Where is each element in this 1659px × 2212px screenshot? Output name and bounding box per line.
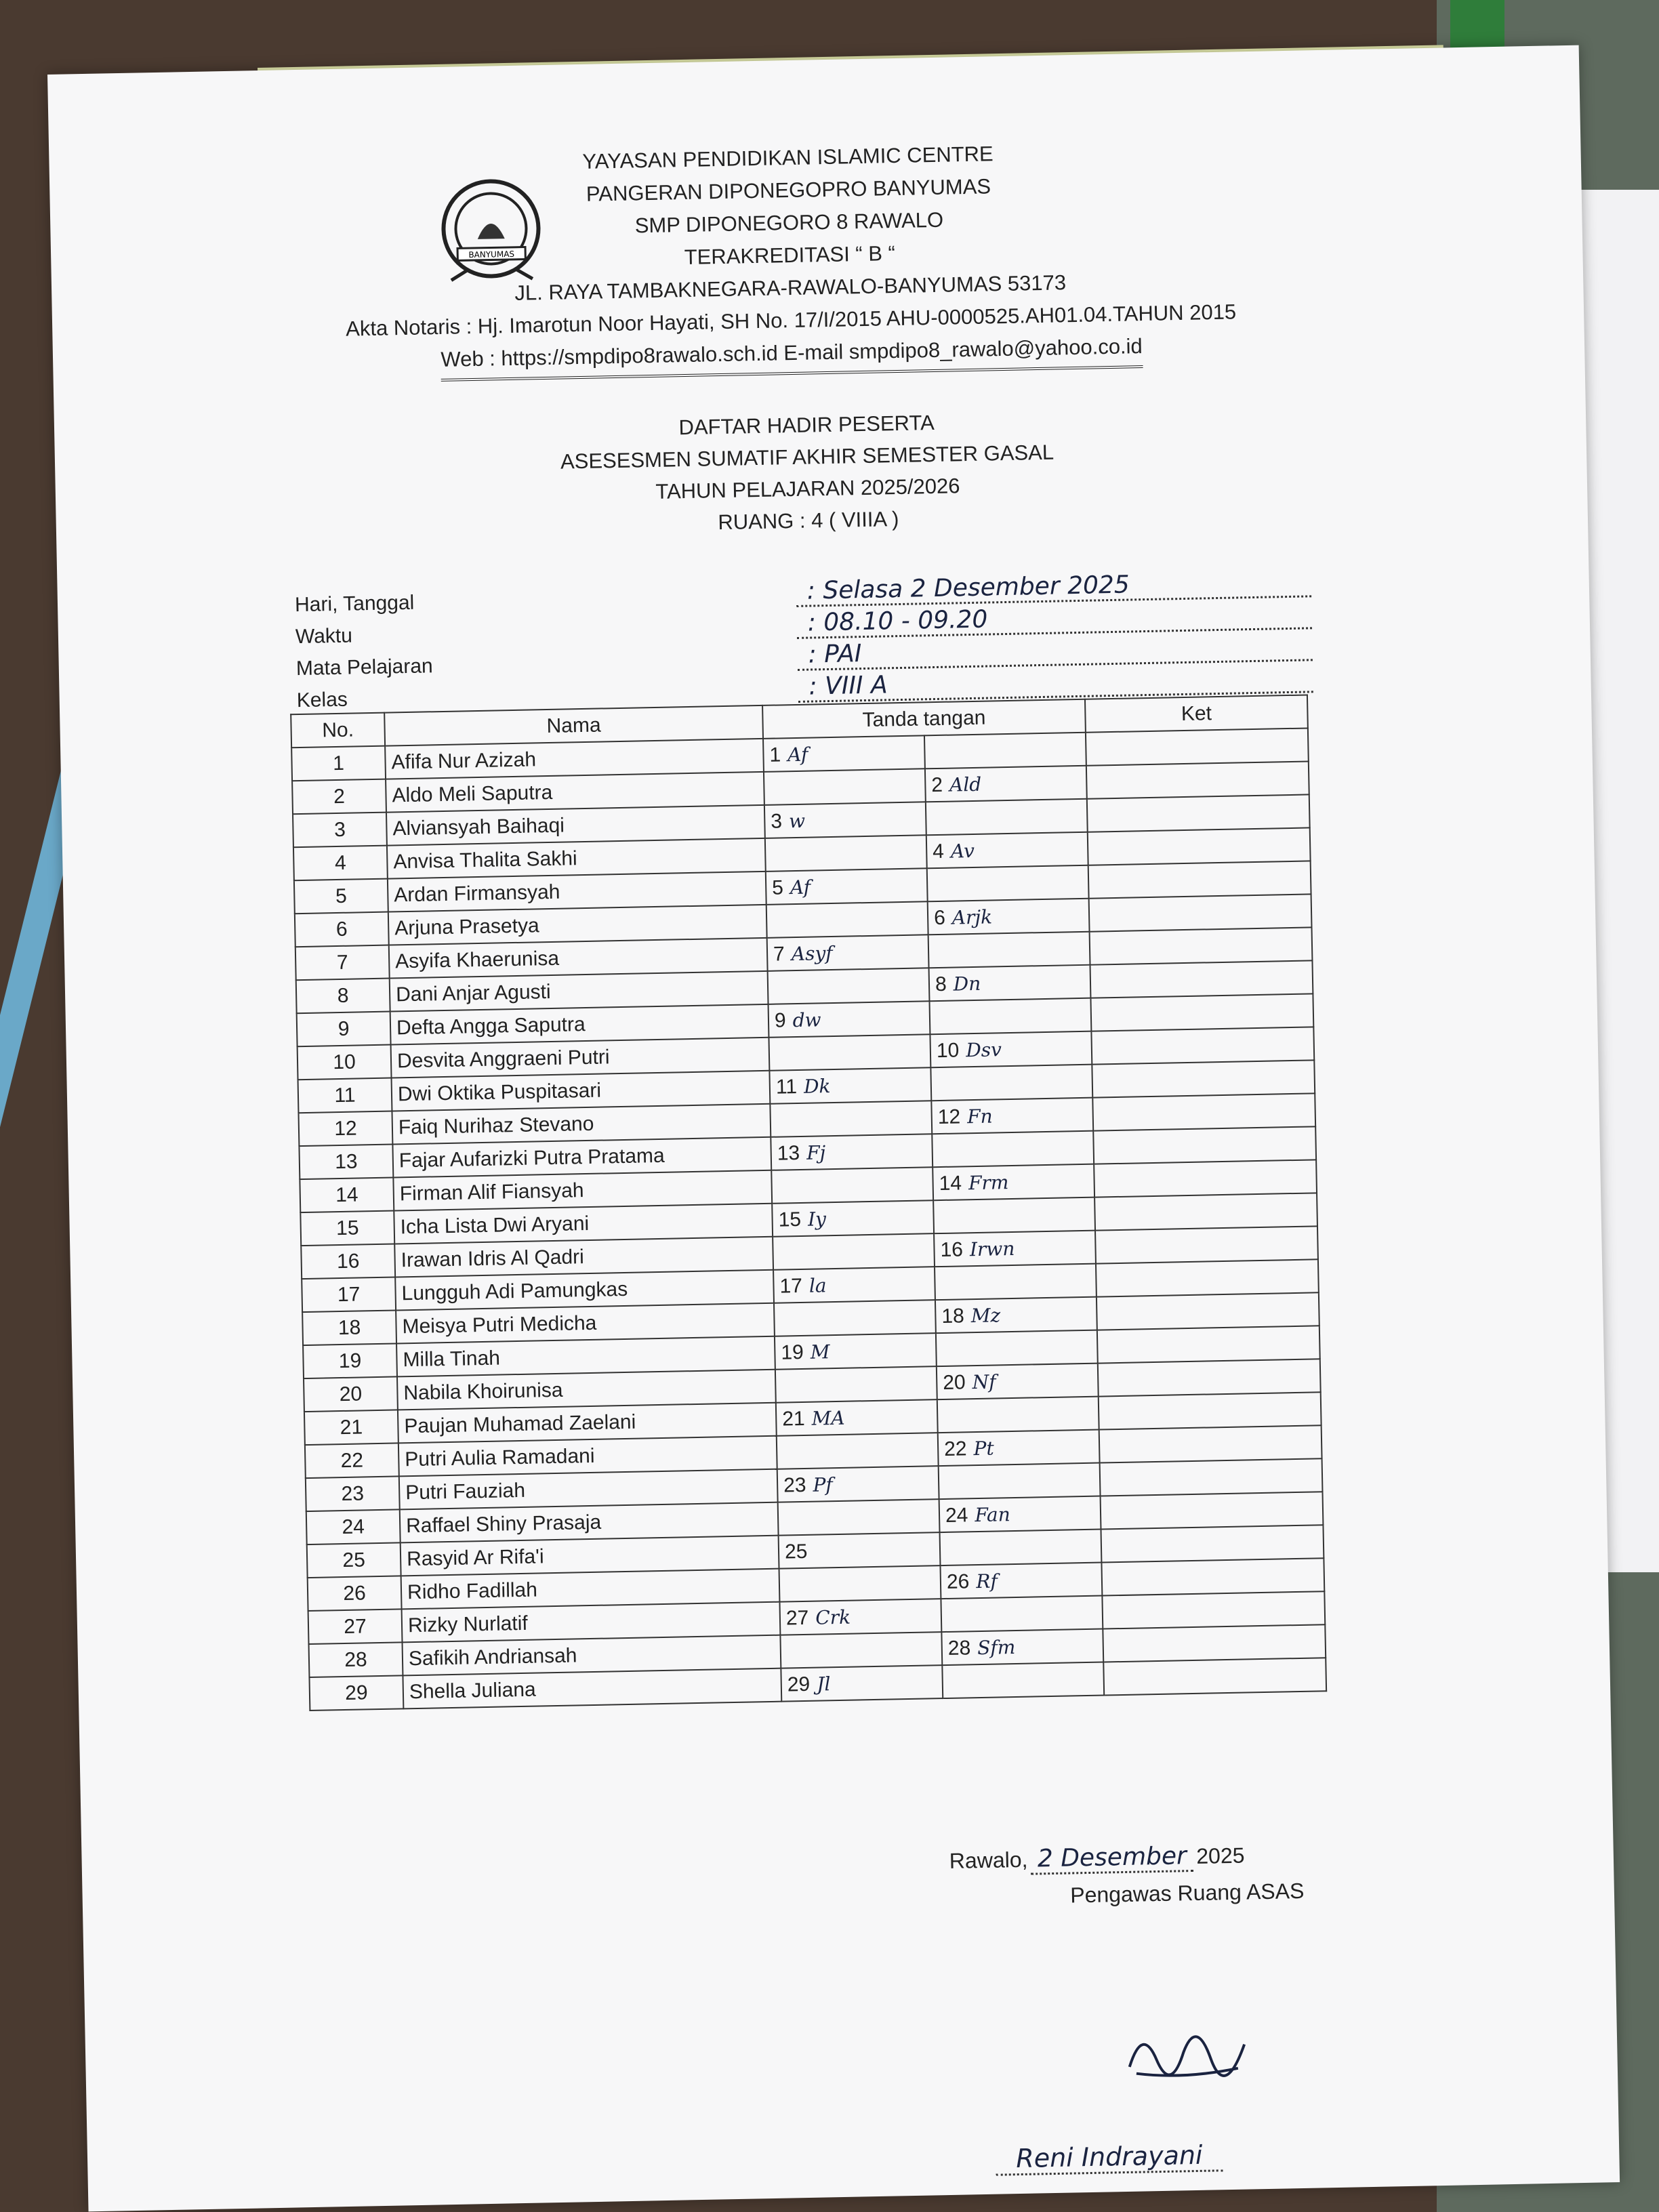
row-signature-left	[773, 1233, 935, 1270]
row-nama: Putri Aulia Ramadani	[398, 1436, 777, 1477]
supervisor-name: Reni Indrayani	[996, 2139, 1223, 2175]
row-signature-right	[935, 1264, 1097, 1300]
row-no: 4	[293, 846, 388, 881]
row-signature-left	[777, 1466, 939, 1502]
row-signature-right	[929, 998, 1091, 1035]
title-line: ASESESMEN SUMATIF AKHIR SEMESTER GASAL	[560, 440, 1054, 474]
row-signature-right	[927, 865, 1089, 902]
row-signature-right	[941, 1596, 1103, 1633]
row-signature-left	[774, 1300, 936, 1336]
row-no: 23	[306, 1476, 400, 1511]
row-signature-left	[779, 1532, 941, 1569]
row-no: 20	[304, 1376, 398, 1412]
row-nama: Fajar Aufarizki Putra Pratama	[392, 1137, 771, 1178]
row-nama: Dani Anjar Agusti	[390, 971, 769, 1012]
signature-number: 21	[781, 1407, 805, 1431]
info-label: Mata Pelajaran	[295, 655, 433, 680]
header-no: No.	[291, 713, 385, 748]
row-nama: Raffael Shiny Prasaja	[400, 1502, 779, 1543]
row-signature-right	[928, 932, 1090, 968]
row-nama: Putri Fauziah	[399, 1469, 778, 1510]
row-signature-left	[767, 935, 929, 971]
info-value: : Selasa 2 Desember 2025	[796, 567, 1311, 607]
signature-mark: w	[788, 809, 806, 832]
row-signature-right	[926, 832, 1088, 869]
row-ket	[1086, 728, 1309, 765]
signature-number: 5	[771, 876, 784, 899]
row-ket	[1100, 1458, 1323, 1496]
row-no: 17	[302, 1277, 396, 1312]
row-signature-left	[766, 901, 928, 938]
row-signature-left	[765, 835, 927, 872]
row-signature-left	[779, 1599, 941, 1635]
row-no: 5	[294, 879, 388, 914]
row-ket	[1090, 994, 1313, 1031]
row-ket	[1096, 1259, 1319, 1296]
row-signature-right	[926, 799, 1088, 836]
row-ket	[1094, 1193, 1317, 1230]
signature-mark: MA	[811, 1406, 845, 1430]
signature-mark: Af	[787, 743, 808, 766]
header-tanda-tangan: Tanda tangan	[762, 699, 1086, 739]
row-no: 15	[300, 1210, 394, 1246]
signature-number: 10	[936, 1038, 960, 1062]
row-signature-left	[776, 1399, 938, 1436]
supervisor-signature-icon	[1115, 2010, 1258, 2094]
signature-mark: Fan	[975, 1502, 1010, 1526]
header-line: TERAKREDITASI “ B “	[684, 241, 896, 270]
signature-number: 25	[784, 1540, 808, 1563]
signature-number: 16	[940, 1237, 964, 1261]
signature-mark: Crk	[815, 1605, 851, 1629]
signature-mark: dw	[792, 1008, 821, 1031]
signature-number: 28	[947, 1636, 971, 1660]
row-signature-left	[764, 802, 926, 838]
signature-mark: Fj	[806, 1141, 826, 1164]
signature-number: 23	[783, 1473, 806, 1497]
row-ket	[1089, 894, 1312, 931]
row-nama: Aldo Meli Saputra	[386, 772, 764, 813]
row-signature-left	[775, 1333, 937, 1370]
row-ket	[1088, 827, 1311, 865]
info-label: Kelas	[296, 688, 348, 712]
row-signature-right	[940, 1563, 1102, 1599]
row-signature-right	[934, 1231, 1096, 1267]
row-ket	[1095, 1226, 1318, 1263]
row-ket	[1097, 1326, 1320, 1363]
row-no: 18	[302, 1310, 396, 1345]
svg-text:BANYUMAS: BANYUMAS	[468, 249, 515, 260]
signature-number: 13	[777, 1141, 800, 1165]
signature-mark: Sfm	[977, 1635, 1016, 1659]
signature-number: 8	[935, 972, 947, 996]
row-no: 14	[300, 1178, 394, 1213]
row-nama: Rasyid Ar Rifa'i	[401, 1536, 779, 1576]
row-signature-left	[779, 1565, 941, 1602]
row-signature-right	[933, 1164, 1094, 1201]
signature-mark: M	[810, 1340, 830, 1364]
info-value: : VIII A	[798, 663, 1313, 703]
signature-number: 18	[941, 1304, 965, 1328]
row-signature-right	[928, 899, 1090, 935]
row-no: 21	[304, 1410, 398, 1445]
row-signature-left	[769, 1067, 931, 1104]
row-signature-right	[937, 1364, 1099, 1400]
header-ket: Ket	[1085, 695, 1308, 732]
row-signature-left	[773, 1267, 935, 1303]
row-nama: Firman Alif Fiansyah	[393, 1170, 772, 1211]
signature-mark: Af	[790, 876, 811, 899]
signature-mark: Dk	[803, 1074, 831, 1098]
header-web: Web : https://smpdipo8rawalo.sch.id E-mail smpdipo8_rawalo@yahoo.co.id	[441, 330, 1143, 382]
row-signature-right	[932, 1131, 1094, 1168]
signature-number: 15	[778, 1208, 802, 1231]
row-ket	[1094, 1160, 1317, 1197]
row-nama: Defta Angga Saputra	[390, 1004, 769, 1045]
signature-number: 7	[773, 942, 785, 966]
info-value: : PAI	[797, 631, 1313, 671]
row-signature-right	[937, 1397, 1099, 1433]
signature-number: 6	[933, 906, 946, 929]
row-signature-left	[769, 1034, 930, 1071]
row-ket	[1087, 794, 1310, 832]
signature-mark: Pt	[973, 1437, 994, 1460]
row-signature-left	[764, 769, 926, 805]
attendance-table	[290, 694, 1327, 1711]
row-ket	[1099, 1392, 1322, 1429]
row-ket	[1097, 1292, 1319, 1330]
row-nama: Paujan Muhamad Zaelani	[398, 1403, 777, 1443]
row-no: 1	[291, 746, 386, 781]
row-signature-right	[930, 1065, 1092, 1101]
header-nama: Nama	[384, 705, 763, 746]
row-ket	[1101, 1525, 1324, 1562]
signature-mark: Pf	[813, 1473, 834, 1496]
row-nama: Rizky Nurlatif	[402, 1602, 781, 1643]
row-no: 22	[305, 1443, 399, 1478]
row-signature-left	[769, 1001, 930, 1038]
row-ket	[1103, 1658, 1326, 1695]
row-ket	[1098, 1359, 1321, 1396]
row-no: 29	[309, 1675, 403, 1711]
info-label: Hari, Tanggal	[294, 591, 415, 617]
row-signature-right	[939, 1496, 1101, 1533]
row-no: 11	[298, 1078, 392, 1113]
exam-info	[295, 565, 1313, 712]
signature-mark: Nf	[972, 1370, 996, 1393]
signature-mark: Mz	[970, 1303, 1001, 1327]
signature-mark: Irwn	[969, 1237, 1015, 1261]
row-signature-right	[936, 1330, 1098, 1367]
row-no: 2	[292, 779, 386, 815]
row-ket	[1102, 1591, 1325, 1629]
row-signature-left	[770, 1101, 932, 1137]
header-line: SMP DIPONEGORO 8 RAWALO	[634, 207, 944, 238]
row-no: 10	[298, 1045, 392, 1080]
row-signature-left	[768, 968, 930, 1004]
signature-number: 4	[932, 840, 945, 863]
row-nama: Icha Lista Dwi Aryani	[394, 1204, 773, 1244]
row-ket	[1086, 761, 1309, 798]
signature-mark: Iy	[807, 1207, 827, 1231]
signature-number: 12	[937, 1105, 961, 1128]
row-ket	[1093, 1126, 1316, 1164]
row-signature-right	[935, 1297, 1097, 1334]
signature-mark	[814, 1540, 815, 1562]
row-signature-right	[929, 965, 1091, 1002]
row-signature-right	[938, 1430, 1100, 1467]
footer-year: 2025	[1195, 1843, 1245, 1868]
row-ket	[1092, 1060, 1315, 1097]
row-no: 9	[297, 1012, 391, 1047]
signature-mark: Asyf	[791, 941, 833, 965]
row-nama: Ridho Fadillah	[401, 1569, 780, 1610]
row-no: 6	[295, 912, 389, 947]
row-no: 25	[307, 1542, 401, 1578]
row-ket	[1090, 960, 1313, 998]
row-nama: Arjuna Prasetya	[388, 905, 767, 945]
header-line: YAYASAN PENDIDIKAN ISLAMIC CENTRE	[582, 142, 994, 173]
row-signature-right	[933, 1197, 1095, 1234]
row-nama: Nabila Khoirunisa	[397, 1370, 776, 1410]
row-no: 24	[306, 1509, 401, 1544]
signature-number: 1	[769, 743, 781, 766]
row-nama: Desvita Anggraeni Putri	[391, 1038, 770, 1078]
row-signature-left	[771, 1167, 933, 1204]
row-no: 27	[308, 1609, 403, 1644]
row-signature-left	[766, 868, 928, 905]
row-nama: Irawan Idris Al Qadri	[394, 1237, 773, 1277]
signature-mark: Frm	[968, 1170, 1009, 1194]
row-signature-right	[939, 1463, 1101, 1500]
row-ket	[1091, 1027, 1314, 1064]
info-label: Waktu	[295, 624, 353, 649]
row-signature-left	[781, 1665, 943, 1702]
row-signature-right	[941, 1629, 1103, 1666]
title-line: DAFTAR HADIR PESERTA	[678, 410, 935, 440]
header-line: Akta Notaris : Hj. Imarotun Noor Hayati, SH No. 17/I/2015 AHU-0000525.AH01.04.TAHUN 2015	[345, 300, 1237, 341]
signature-number: 22	[943, 1437, 967, 1460]
signature-number: 26	[946, 1570, 970, 1593]
signature-number: 11	[775, 1075, 798, 1099]
row-nama: Anvisa Thalita Sakhi	[387, 838, 766, 879]
signature-number: 19	[781, 1340, 804, 1364]
row-no: 13	[299, 1145, 393, 1180]
row-signature-left	[775, 1366, 937, 1403]
row-signature-left	[780, 1632, 942, 1668]
row-no: 16	[301, 1244, 395, 1279]
row-nama: Meisya Putri Medicha	[396, 1303, 775, 1344]
row-signature-right	[925, 766, 1087, 802]
signature-number: 2	[931, 773, 943, 796]
row-nama: Safikih Andriansah	[403, 1635, 781, 1676]
signature-number: 29	[787, 1673, 811, 1696]
signature-number: 24	[945, 1503, 968, 1527]
row-nama: Afifa Nur Azizah	[385, 739, 764, 779]
row-ket	[1101, 1492, 1324, 1529]
row-nama: Asyifa Khaerunisa	[389, 938, 768, 979]
row-ket	[1090, 927, 1313, 964]
footer-date: 2 Desember	[1030, 1842, 1193, 1875]
row-nama: Alviansyah Baihaqi	[386, 805, 765, 846]
row-signature-left	[763, 735, 925, 772]
row-ket	[1103, 1624, 1326, 1662]
row-ket	[1092, 1093, 1315, 1130]
footer-place: Rawalo,	[949, 1847, 1028, 1873]
row-no: 7	[295, 945, 390, 981]
row-ket	[1099, 1425, 1322, 1462]
row-ket	[1088, 861, 1311, 898]
row-signature-left	[778, 1499, 940, 1536]
row-no: 12	[298, 1111, 392, 1147]
signature-mark: Fn	[966, 1105, 993, 1128]
signature-number: 20	[942, 1370, 966, 1394]
row-signature-left	[777, 1433, 939, 1469]
row-nama: Milla Tinah	[396, 1336, 775, 1377]
row-signature-right	[930, 1031, 1092, 1068]
row-nama: Ardan Firmansyah	[388, 872, 766, 912]
signature-mark: Dsv	[965, 1038, 1002, 1061]
attendance-sheet	[47, 45, 1620, 2212]
row-signature-left	[771, 1134, 933, 1170]
row-no: 3	[293, 813, 387, 848]
title-line: TAHUN PELAJARAN 2025/2026	[655, 474, 960, 504]
row-signature-right	[924, 733, 1086, 769]
row-no: 19	[303, 1343, 397, 1378]
signature-mark: la	[808, 1273, 827, 1297]
title-line: RUANG : 4 ( VIIIA )	[718, 507, 899, 535]
signature-mark: Jl	[816, 1672, 831, 1696]
document-title	[366, 401, 1249, 545]
table-body	[291, 728, 1326, 1711]
signature-number: 17	[779, 1274, 803, 1298]
header-line: JL. RAYA TAMBAKNEGARA-RAWALO-BANYUMAS 53173	[514, 270, 1067, 305]
signature-number: 9	[774, 1008, 786, 1032]
row-ket	[1101, 1558, 1324, 1595]
letterhead	[306, 132, 1273, 384]
row-nama: Dwi Oktika Puspitasari	[392, 1071, 771, 1111]
row-nama: Shella Juliana	[403, 1668, 781, 1709]
info-value: : 08.10 - 09.20	[796, 599, 1312, 639]
row-nama: Lungguh Adi Pamungkas	[395, 1270, 774, 1311]
footer	[949, 1838, 1425, 1910]
signature-mark: Arjk	[951, 905, 993, 929]
footer-role: Pengawas Ruang ASAS	[1069, 1878, 1305, 1908]
row-signature-left	[772, 1200, 934, 1237]
signature-number: 3	[771, 809, 783, 833]
signature-mark: Rf	[975, 1570, 998, 1593]
row-signature-right	[942, 1662, 1104, 1699]
signature-mark: Av	[950, 839, 975, 863]
row-nama: Faiq Nurihaz Stevano	[392, 1104, 771, 1145]
signature-mark: Ald	[949, 773, 982, 796]
row-signature-right	[940, 1530, 1102, 1566]
row-signature-right	[931, 1098, 1093, 1134]
row-no: 26	[308, 1576, 402, 1611]
signature-number: 27	[785, 1606, 809, 1629]
header-line: PANGERAN DIPONEGOPRO BANYUMAS	[586, 174, 991, 206]
row-no: 28	[309, 1642, 403, 1677]
signature-mark: Dn	[953, 972, 981, 996]
row-no: 8	[296, 979, 390, 1014]
signature-number: 14	[939, 1171, 962, 1195]
